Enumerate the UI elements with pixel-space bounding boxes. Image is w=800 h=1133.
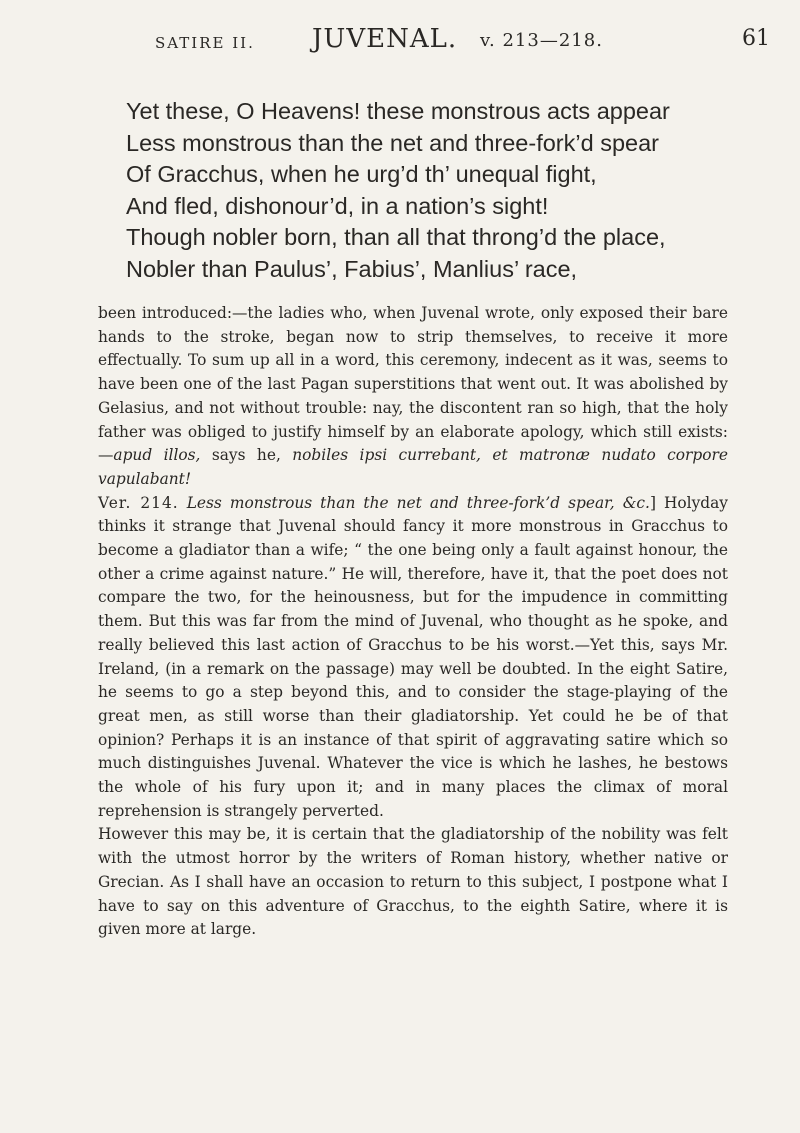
verse-line: And fled, dishonour’d, in a nation’s sight!	[126, 192, 549, 219]
verse-line: Nobler than Paulus’, Fabius’, Manlius’ race,	[126, 255, 578, 282]
verse-block	[126, 96, 746, 285]
latin-quote: nobiles ipsi currebant, et matronæ nudato corpore vapulabant!	[98, 446, 728, 488]
verse-reference: Ver. 214.	[98, 493, 179, 512]
satire-number: SATIRE II.	[155, 34, 255, 52]
commentary-notes	[98, 302, 728, 942]
verse-range: v. 213—218.	[480, 30, 603, 51]
lemma: Less monstrous than the net and three-fork’d spear, &c.	[186, 493, 650, 512]
verse-line: Yet these, O Heavens! these monstrous acts appear	[126, 98, 670, 124]
commentary-paragraph	[98, 302, 728, 492]
commentary-text: says he,	[200, 446, 293, 465]
page-number: 61	[742, 26, 770, 51]
running-head	[60, 22, 770, 62]
verse-line: Less monstrous than the net and three-fork’d spear	[126, 129, 659, 156]
verse-line: Though nobler born, than all that throng’d the place,	[126, 224, 666, 250]
commentary-text: ] Holyday thinks it strange that Juvenal should fancy it more monstrous in Gracchus to become a gladiator than a wife; “ the one being only a fault against honour, the other a crime against nature.” He will, therefore, have it, that the poet does not compare the two, for the heinousness, but for the impudence in committing them. But this was far from the mind of Juvenal, who thought as he spoke, and really believed this last action of Gracchus to be his worst.—Yet this, says Mr. Ireland, (in a remark on the passage) may well be doubted. In the eight Satire, he seems to go a step beyond this, and to consider the stage-playing of the great men, as still worse than their gladiatorship. Yet could he be of that opinion? Perhaps it is an instance of that spirit of aggravating satire which so much distinguishes Juvenal. Whatever the vice is which he lashes, he bestows the whole of his fury upon it; and in many places the climax of moral reprehension is strangely perverted.	[98, 493, 728, 820]
commentary-text: been introduced:—the ladies who, when Juvenal wrote, only exposed their bare hands to the stroke, began now to strip themselves, to receive it more effectually. To sum up all in a word, this ceremony, indecent as it was, seems to have been one of the last Pagan superstitions that went out. It was abolished by Gelasius, and not without trouble: nay, the discontent ran so high, that the holy father was obliged to justify himself by an elaborate apology, which still exists:—	[98, 304, 728, 465]
author-title: JUVENAL.	[312, 24, 458, 54]
commentary-paragraph	[98, 492, 728, 824]
latin-quote: apud illos,	[113, 446, 201, 465]
commentary-paragraph: However this may be, it is certain that the gladiatorship of the nobility was felt with the utmost horror by the writers of Roman history, whether native or Grecian. As I shall have an occasion to return to this subject, I postpone what I have to say on this adventure of Gracchus, to the eighth Satire, where it is given more at large.	[98, 825, 728, 939]
verse-line: Of Gracchus, when he urg’d th’ unequal fight,	[126, 161, 597, 187]
